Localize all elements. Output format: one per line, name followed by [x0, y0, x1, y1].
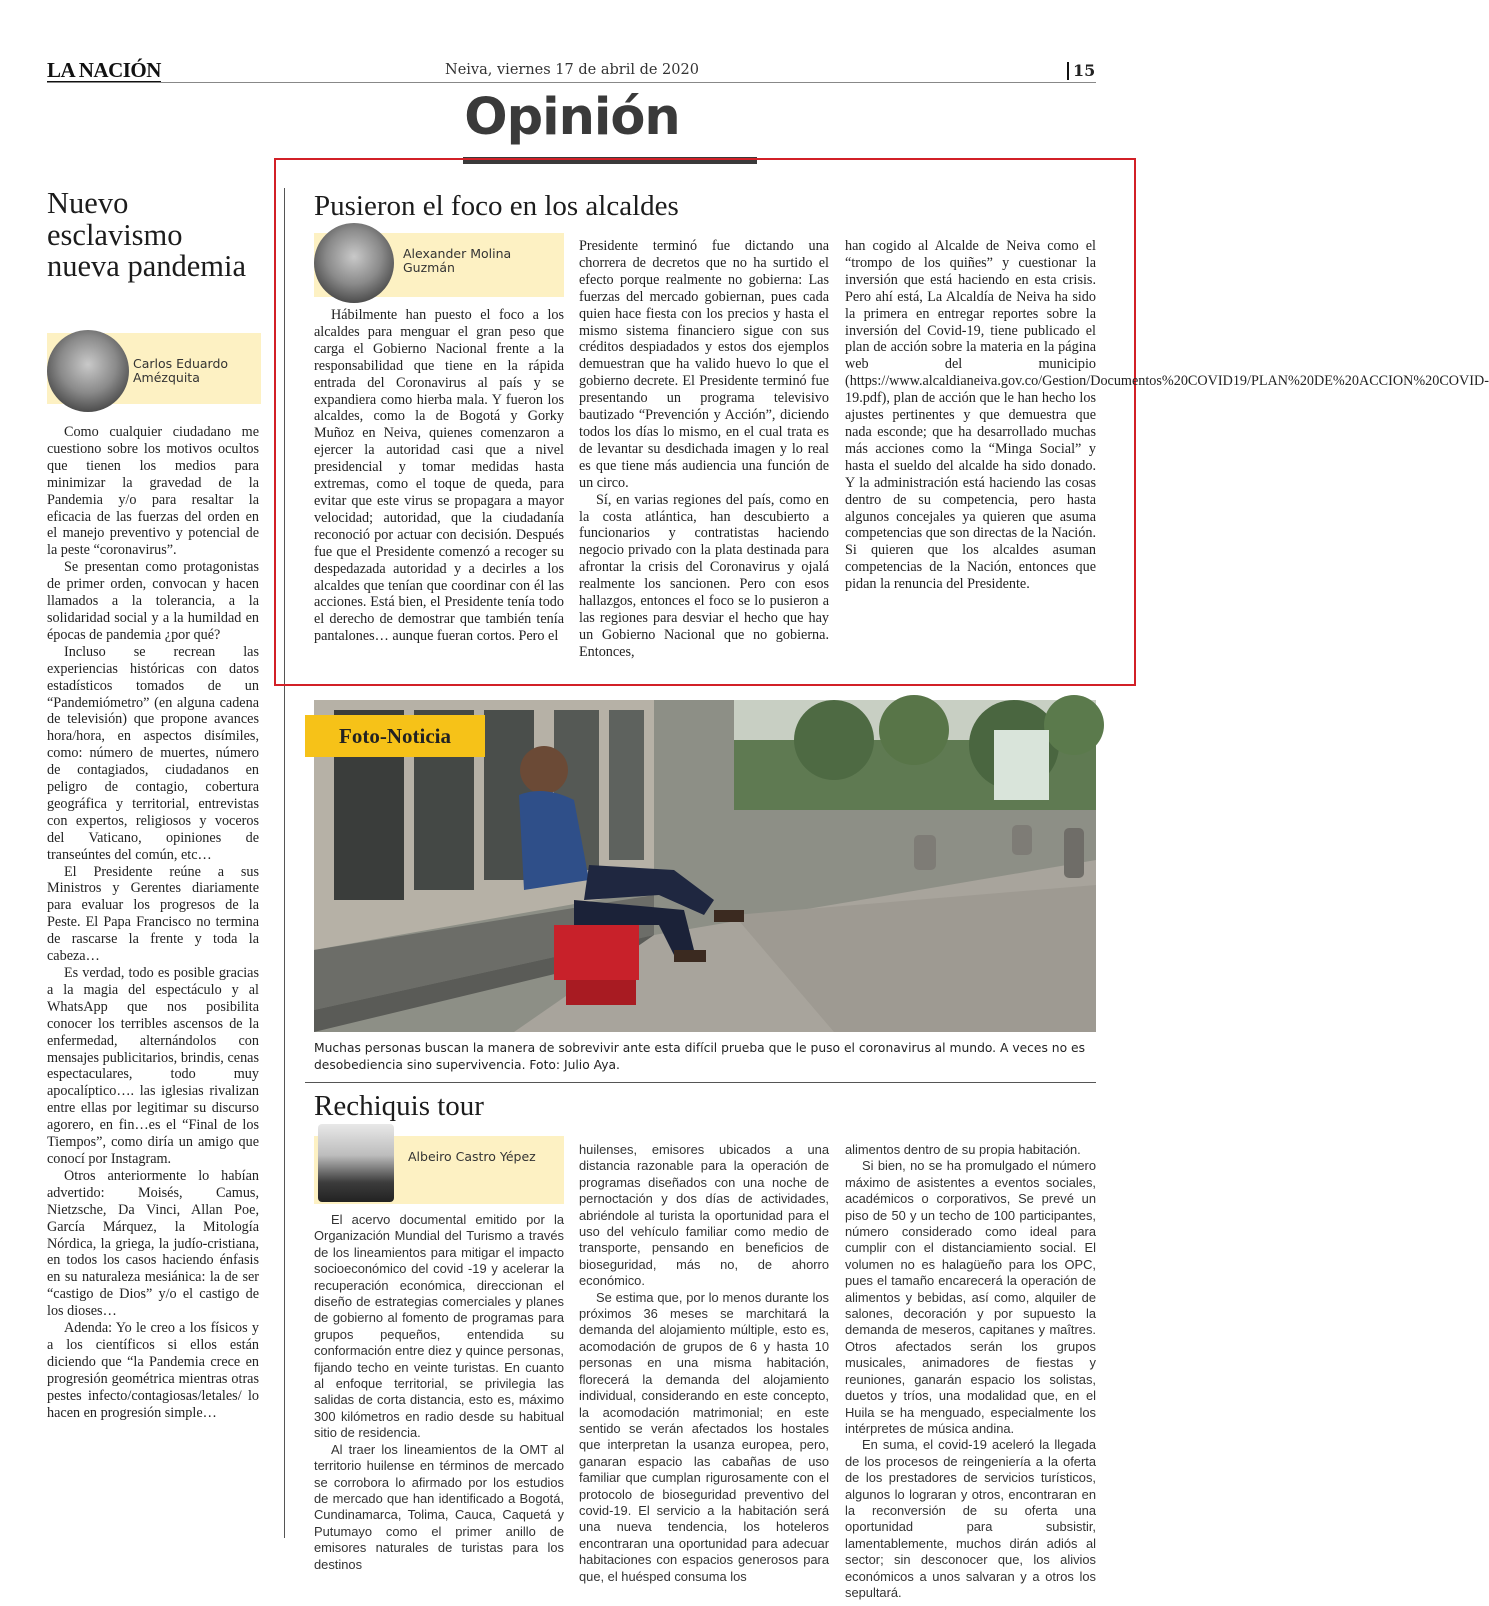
- paragraph: El acervo documental emitido por la Organización Mundial del Turismo a través de los lineamientos para mitigar el impacto socioeconómico del covid -19 y acelerar la recuperación económica, direccionan el diseño de estrategias comerciales y planes de gobierno al fomento de programas para grupos pequeños, entendida su conformación entre diez y quince personas, fijando techo en veinte turistas. En cuanto al enfoque territorial, se privilegia las salidas de corta distancia, esto es, máximo 300 kilómetros en radio desde su habitual sitio de residencia.: [314, 1212, 564, 1441]
- paragraph: Incluso se recrean las experiencias históricas con datos estadísticos tomados de un “Pandemiómetro” (en alguna cadena de televisión) que propone avances hora/hora, en aspectos disímiles, como: número de muertes, número de contagiados, ciudadanos en peligro de contagio, cobertura geográfica y territorial, entrevistas con expertos, religiosos y voceros del Vaticano, opiniones de transeúntes del común, etc…: [47, 643, 259, 863]
- paragraph: En suma, el covid-19 aceleró la llegada de los procesos de reingeniería a la oferta de los prestadores de servicios turísticos, algunos lo lograran y otros, encontraran en la reconversión de su oferta una oportunidad para subsistir, lamentablemente, muchos dirán adiós al sector; sin desconocer que, los alivios económicos a unos salvaran y a otros los sepultará.: [845, 1437, 1096, 1600]
- second-article-column-3: [845, 1142, 1096, 1601]
- caption-divider: [305, 1082, 1096, 1083]
- section-title: Opinión: [464, 88, 680, 147]
- paragraph: El Presidente reúne a sus Ministros y Gerentes diariamente para evaluar los progresos de la Peste. El Papa Francisco no termina de rascarse la frente y toda la cabeza…: [47, 863, 259, 965]
- main-author-name: Alexander Molina Guzmán: [403, 246, 512, 275]
- issue-date: Neiva, viernes 17 de abril de 2020: [445, 62, 699, 78]
- paragraph: han cogido al Alcalde de Neiva como el “trompo de los quiñes” y cuestionar la inversión que está haciendo en esta crisis. Pero ahí está, La Alcaldía de Neiva ha sido la primera en entregar reportes sobre la inversión del Covid-19, tiene publicado el plan de acción sobre la materia en la página web del municipio (https://www.alcaldianeiva.gov.co/Gestion/Documentos%20COVID19/PLAN%20DE%20ACCION%20COVID-19.pdf), plan de acción que le han hecho los ajustes pertinentes y que demuestra que nada esconde; que ha desarrollado muchas más acciones como la “Minga Social” y hasta el sueldo del alcalde ha sido donado. Y la administración está haciendo las cosas dentro de su competencia, pero hasta algunos concejales ya quieren que asuma competencias que son directas de la Nación. Si quieren que los alcaldes asuman competencias de la Nación, entonces que pidan la renuncia del Presidente.: [845, 238, 1489, 593]
- paragraph: Sí, en varias regiones del país, como en la costa atlántica, han descubierto a funcionarios y contratistas haciendo negocio privado con la plata destinada para afrontar la crisis del Coronavirus y ojalá realmente los sancionen. Pero con esos hallazgos, entonces el foco se lo pusieron a las regiones para desviar el hecho que hay un Gobierno Nacional que no gobierna. Entonces,: [579, 491, 829, 660]
- header-divider: [47, 82, 1096, 83]
- paragraph: Presidente terminó fue dictando una chorrera de decretos que no ha surtido el efecto porque realmente no gobierna: Las fuerzas del mercado gobiernan, pues cada quien hace fiesta con los precios y hasta el mismo sistema financiero sigue con sus créditos despiadados y estos dos ejemplos demuestran que ha valido huevo lo que el gobierno decrete. El Presidente terminó fue presentando un programa televisivo bautizado “Prevención y Acción”, diciendo todos los días lo mismo, en el cual trata es de levantar su desdichada imagen y lo real es que tiene más audiencia una función de un circo.: [579, 238, 829, 491]
- main-article-column-1: [314, 307, 564, 645]
- paragraph: Otros anteriormente lo habían advertido: Moisés, Camus, Nietzsche, Da Vinci, Allan Poe, García Márquez, la Mitología Nórdica, la griega, la judío-cristiana, en todos los casos haciendo énfasis en su naturaleza mesiánica: la de ser “castigo de Dios” y/o el castigo de los dioses…: [47, 1167, 259, 1320]
- paragraph: huilenses, emisores ubicados a una distancia razonable para la operación de programas diseñados con una noche de pernoctación y dos días de actividades, abriéndole al turista la oportunidad para el uso del vehículo familiar como medio de transporte, pensando en beneficios de bioseguridad, más no, de ahorro económico.: [579, 1142, 829, 1289]
- main-article-column-2: [579, 238, 829, 661]
- newspaper-logo: LA NACIÓN: [47, 58, 161, 82]
- paragraph: Se presentan como protagonistas de primer orden, convocan y hacen llamados a la tolerancia, a la solidaridad social y a la humildad en épocas de pandemia ¿por qué?: [47, 559, 259, 643]
- photo-news-label: Foto-Noticia: [305, 715, 485, 757]
- paragraph: Hábilmente han puesto el foco a los alcaldes para menguar el gran peso que carga el Gobierno Nacional frente a la responsabilidad que tiene en la rápida entrada del Coronavirus al país y se expandiera como hierba mala. Y fueron los alcaldes, como la de Bogotá y Gorky Muñoz en Neiva, quienes comenzaron a ejercer la autoridad casi que a nivel presidencial y tomar medidas hasta extremas, como el toque de queda, para evitar que este virus se propagara a mayor velocidad; autoridad, que la ciudadanía reconoció por actuar con decisión. Después fue que el Presidente comenzó a recoger su despedazada autoridad y a decirles a los alcaldes que tenían que coordinar con él las acciones. Está bien, el Presidente tenía todo el derecho de demostrar que también tenía pantalones… aunque fueran cortos. Pero el: [314, 307, 564, 645]
- main-article-column-3: [845, 238, 1489, 593]
- author-photo: [318, 1124, 394, 1202]
- second-article-column-2: [579, 1142, 829, 1585]
- paragraph: alimentos dentro de su propia habitación.: [845, 1142, 1081, 1157]
- paragraph: Se estima que, por lo menos durante los próximos 36 meses se marchitará la demanda del alojamiento múltiple, esto es, acomodación de grupos de 6 y hasta 10 personas en una misma habitación, florecerá la demanda del alojamiento individual, considerando en este concepto, la acomodación matrimonial; en este sentido se verán afectados los hostales que interpretan la usanza europea, pero, ganaran espacio las cabañas de uso familiar que cumplan rigurosamente con el protocolo de bioseguridad preventivo del covid-19. El servicio a la habitación será una nueva tendencia, los hoteleros encontraran una oportunidad para adecuar habitaciones con espacios generosos para que, el huésped consuma los: [579, 1289, 829, 1584]
- main-article-title: Pusieron el foco en los alcaldes: [314, 190, 679, 222]
- photo-caption: Muchas personas buscan la manera de sobrevivir ante esta difícil prueba que le puso el coronavirus al mundo. A veces no es desobediencia sino supervivencia. Foto: Julio Aya.: [314, 1041, 1086, 1072]
- author-photo: [47, 330, 129, 412]
- second-article-title: Rechiquis tour: [314, 1090, 484, 1122]
- second-author-name: Albeiro Castro Yépez: [408, 1149, 536, 1164]
- paragraph: Adenda: Yo le creo a los físicos y a los científicos si ellos están diciendo que “la Pandemia crece en progresión geométrica mientras otras pestes infecto/contagiosas/letales/ lo hacen en progresión simple…: [47, 1320, 259, 1421]
- left-article-body: [47, 424, 259, 1421]
- paragraph: Al traer los lineamientos de la OMT al territorio huilense en términos de mercado se corrobora lo afirmado por los estudios de mercado que han identificado a Bogotá, Cundinamarca, Tolima, Cauca, Caquetá y Putumayo como el primer anillo de emisores naturales de turistas para los destinos: [314, 1441, 564, 1572]
- paragraph: Si bien, no se ha promulgado el número máximo de asistentes a eventos sociales, académicos o corporativos, Se prevé un piso de 50 y un techo de 100 participantes, número considerado como ideal para cumplir con el distanciamiento social. El volumen no es halagüeño para los OPC, pues el tamaño encarecerá la operación de alimentos y bebidas, así como, alquiler de salones, decoración y por supuesto la demanda de meseros, capitanes y maîtres. Otros afectados serán los grupos musicales, animadores de fiestas y reuniones, ganarán espacio los solistas, duetos y tríos, una modalidad que, en el Huila se ha menguado, especialmente los intérpretes de música andina.: [845, 1158, 1096, 1436]
- page-number: 15: [1067, 62, 1095, 80]
- author-photo: [314, 223, 394, 303]
- left-author-name: Carlos Eduardo Amézquita: [133, 356, 229, 385]
- paragraph: Es verdad, todo es posible gracias a la magia del espectáculo y al WhatsApp que nos posibilita conocer los terribles ascensos de la enfermedad, alternándolos con mensajes publicitarios, brindis, cenas espectaculares, todo muy apocalíptico…. las iglesias rivalizan entre ellas por legitimar su discurso agorero, en fin…es el “Final de los Tiempos”, como diría un amigo que conocí por Instagram.: [47, 965, 259, 1167]
- left-article-title: Nuevo esclavismo nueva pandemia: [47, 186, 247, 283]
- paragraph: Como cualquier ciudadano me cuestiono sobre los motivos ocultos que tienen los medios para minimizar la gravedad de la Pandemia y/o para resaltar la eficacia de las fuerzas del orden en el manejo preventivo y potencial de la peste “coronavirus”.: [47, 424, 259, 559]
- second-article-column-1: [314, 1212, 564, 1573]
